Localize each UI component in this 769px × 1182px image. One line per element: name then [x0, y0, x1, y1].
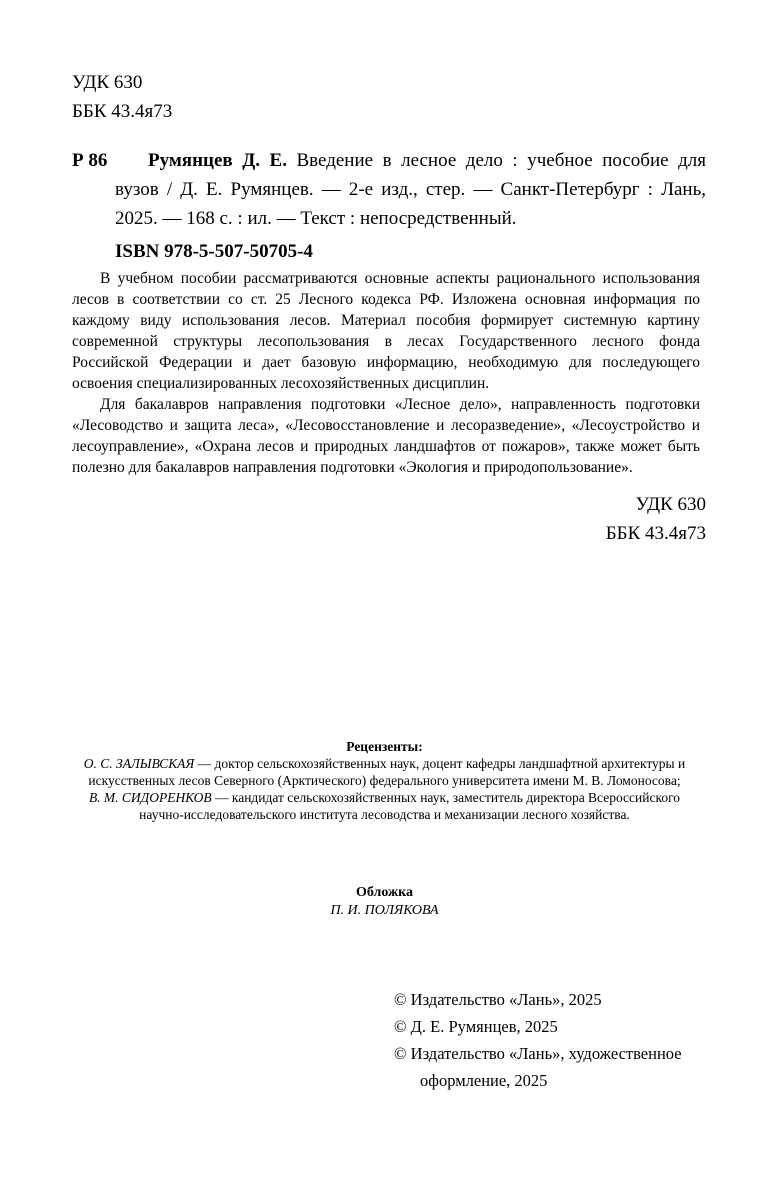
- catalog-entry-text: [115, 146, 706, 233]
- annotation-paragraph-1: В учебном пособии рассматриваются основные аспекты рационального использования лесов в соответствии со ст. 25 Лесного кодекса РФ. Изложена основная информация по каждому виду использования лесов. Материал пособия формирует системную картину современной структуры лесопользования в лесах Государственного лесного фонда Российской Федерации и дает базовую информацию, необходимую для последующего освоения специализированных лесохозяйственных дисциплин.: [72, 270, 700, 392]
- udc-top: УДК 630: [72, 72, 143, 93]
- reviewer-entry: [79, 789, 690, 823]
- isbn: ISBN 978-5-507-50705-4: [115, 241, 313, 262]
- reviewers-block: [79, 738, 690, 823]
- copyright-line: © Издательство «Лань», 2025: [394, 990, 602, 1009]
- bbk-top: ББК 43.4я73: [72, 101, 173, 122]
- reviewer-text: — доктор сельскохозяйственных наук, доцент кафедры ландшафтной архитектуры и искусственных лесов Северного (Арктического) федерального университета имени М. В. Ломоносова;: [88, 756, 686, 788]
- catalog-description: Введение в лесное дело : учебное пособие для вузов / Д. Е. Румянцев. — 2-е изд., стер. — Санкт-Петербург : Лань, 2025. — 168 с. : ил. — Текст : непосредственный.: [115, 150, 706, 229]
- udc-right: УДК 630: [635, 494, 706, 515]
- cover-heading: Обложка: [355, 885, 414, 900]
- copyright-line: © Д. Е. Румянцев, 2025: [394, 1017, 558, 1036]
- bbk-right: ББК 43.4я73: [605, 523, 706, 544]
- cover-credit: [79, 884, 690, 920]
- reviewer-text: — кандидат сельскохозяйственных наук, заместитель директора Всероссийского научно-исследовательского института лесоводства и механизации лесного хозяйства.: [139, 790, 681, 822]
- copyright-block: [394, 986, 726, 1094]
- right-codes: [72, 490, 706, 548]
- top-codes: [72, 68, 172, 126]
- reviewer-name: В. М. СИДОРЕНКОВ: [88, 790, 212, 805]
- annotation-paragraph-2: Для бакалавров направления подготовки «Лесное дело», направленность подготовки «Лесоводство и защита леса», «Лесовосстановление и лесоразведение», «Лесоустройство и лесоуправление», «Охрана лесов и природных ландшафтов от пожаров», также может быть полезно для бакалавров направления подготовки «Экология и природопользование».: [72, 396, 700, 476]
- copyright-line: © Издательство «Лань», художественное оформление, 2025: [394, 1044, 682, 1090]
- reviewer-name: О. С. ЗАЛЫВСКАЯ: [83, 756, 195, 771]
- catalog-code: Р 86: [72, 150, 108, 171]
- cover-designer: П. И. ПОЛЯКОВА: [330, 903, 439, 918]
- catalog-entry: [72, 146, 706, 233]
- main-block: [72, 146, 706, 548]
- reviewers-heading: Рецензенты:: [346, 739, 423, 754]
- catalog-author: Румянцев Д. Е.: [148, 150, 287, 171]
- annotation: [72, 268, 700, 478]
- reviewer-entry: [79, 755, 690, 789]
